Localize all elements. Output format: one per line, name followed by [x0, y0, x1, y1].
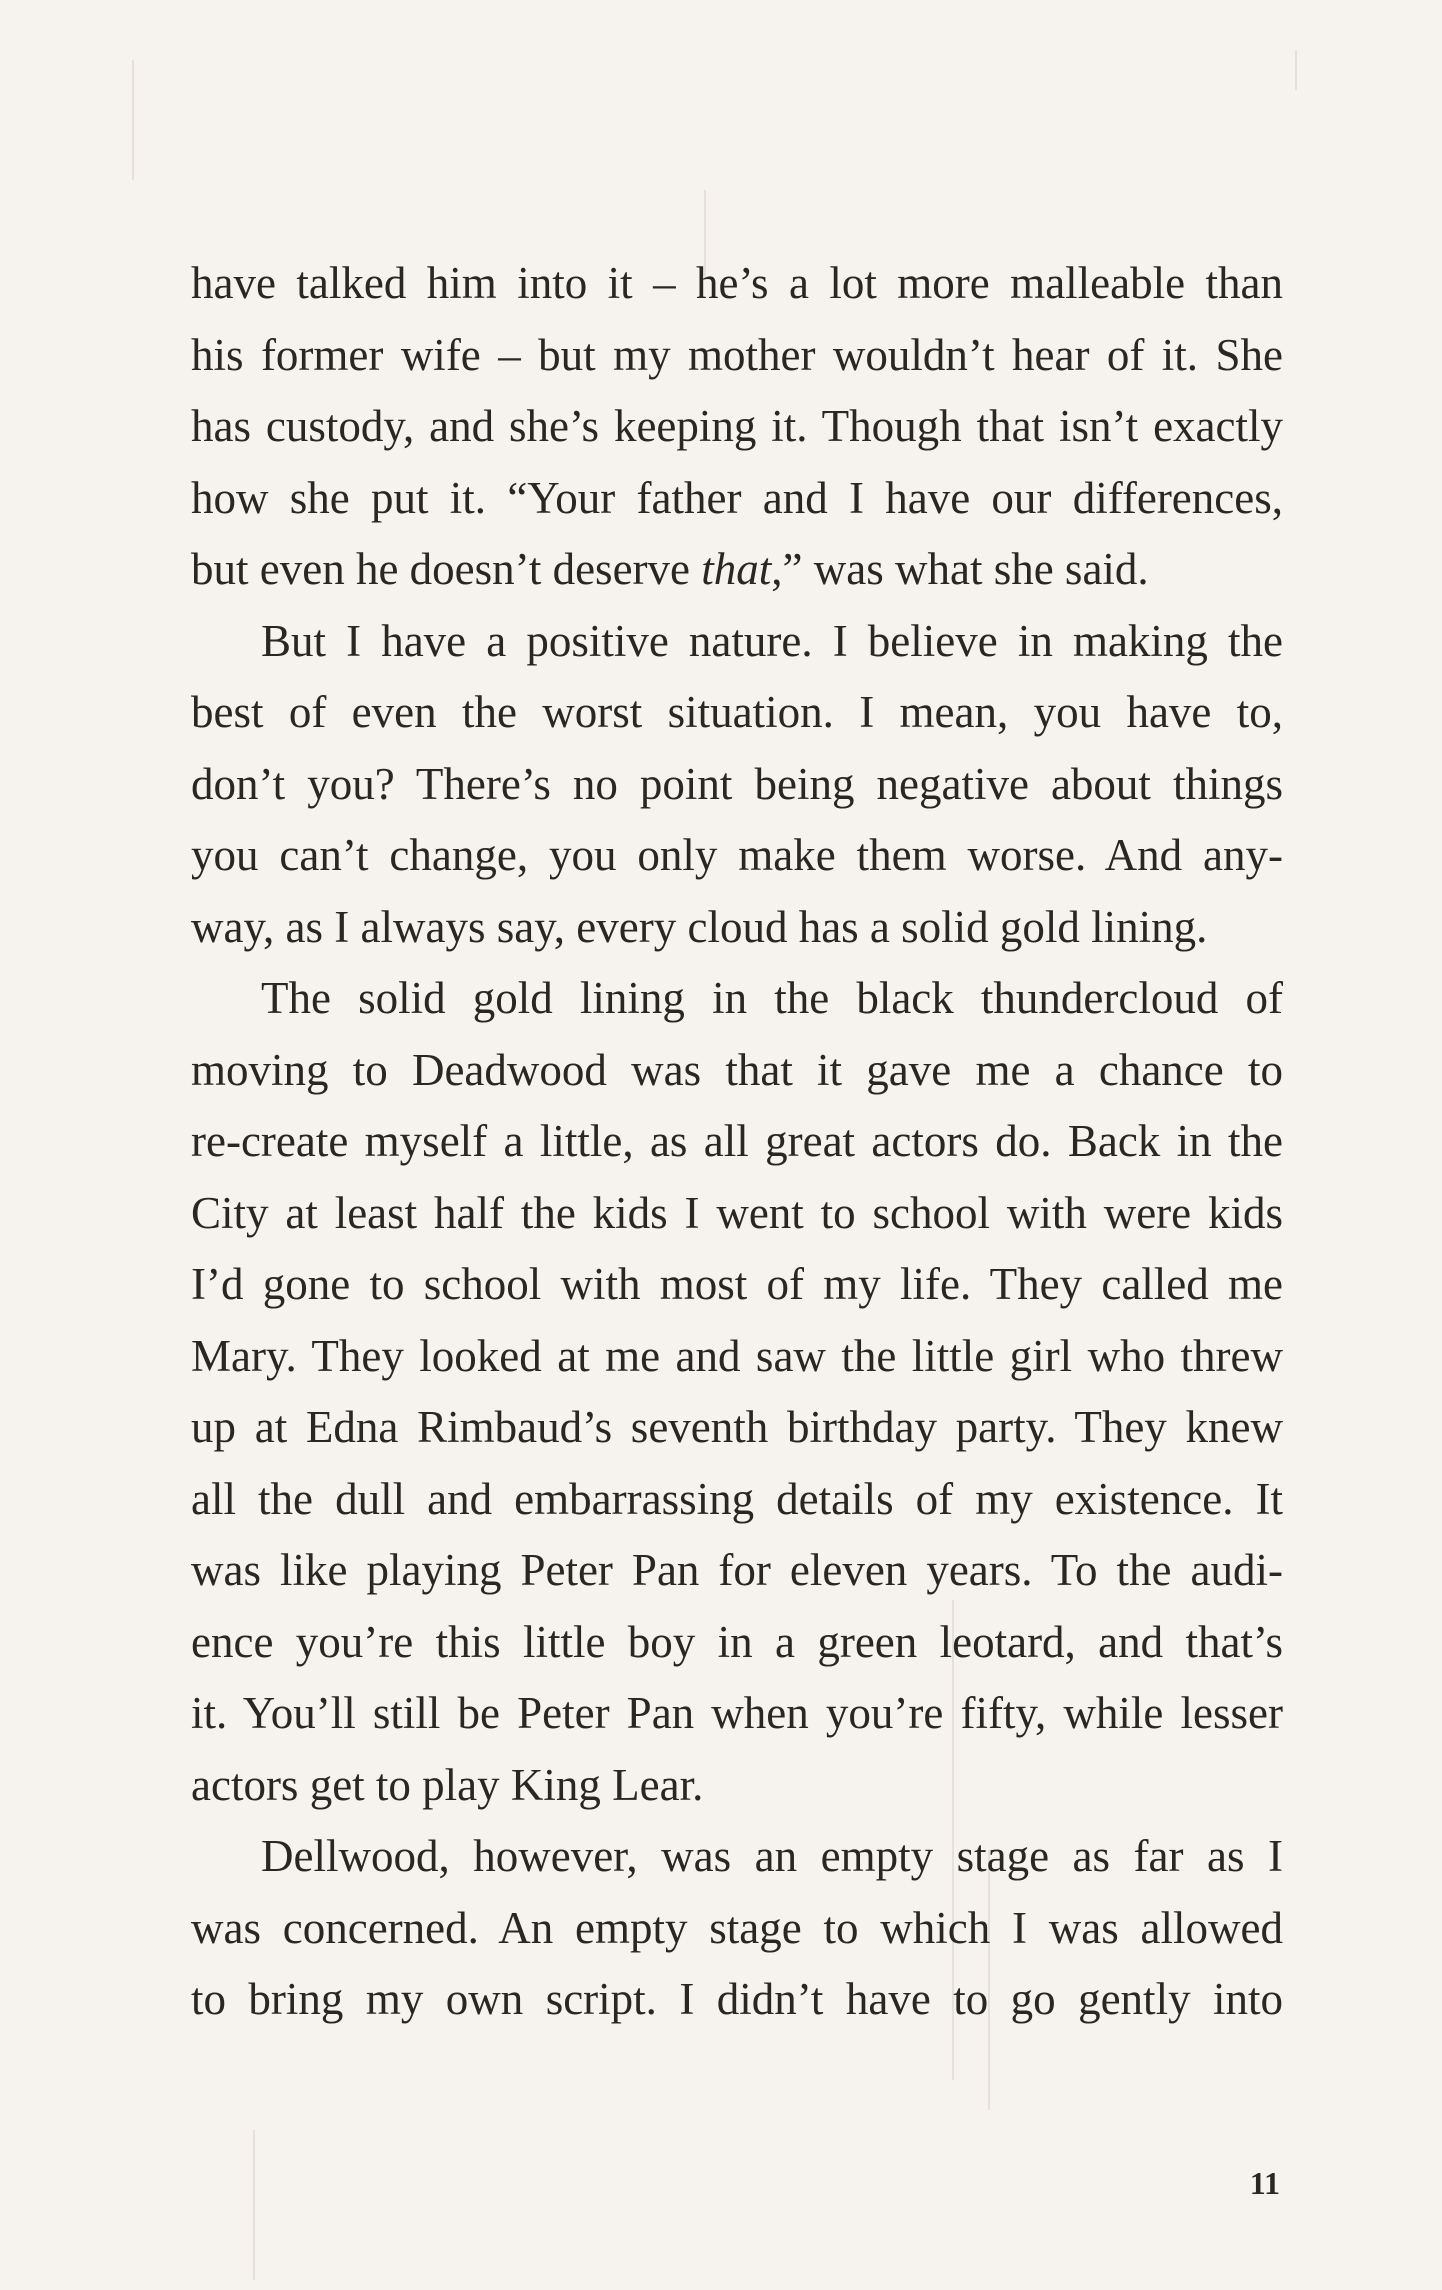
text-line: best of even the worst situation. I mean, you have to,	[191, 687, 1283, 737]
text-line: moving to Deadwood was that it gave me a chance to	[191, 1044, 1283, 1095]
scan-streak	[1295, 50, 1297, 90]
text-line: don’t you? There’s no point being negative about things	[191, 758, 1283, 809]
text-line: Dellwood, however, was an empty stage as far as I	[261, 1831, 1283, 1881]
scan-streak	[132, 60, 134, 180]
text-line: how she put it. “Your father and I have our differences,	[191, 472, 1283, 523]
text-line: But I have a positive nature. I believe in making the	[261, 615, 1283, 666]
text-line: his former wife – but my mother wouldn’t hear of it. She	[191, 329, 1283, 380]
text-line: actors get to play King Lear.	[191, 1759, 704, 1810]
text-line: way, as I always say, every cloud has a solid gold lining.	[191, 901, 1208, 952]
text-line: to bring my own script. I didn’t have to go gently into	[191, 1974, 1283, 2024]
text-line: up at Edna Rimbaud’s seventh birthday party. They knew	[191, 1402, 1283, 1452]
text-line: was like playing Peter Pan for eleven years. To the audi-	[191, 1545, 1283, 1595]
text-line: but even he doesn’t deserve that,” was what she said.	[191, 544, 1149, 594]
text-line: all the dull and embarrassing details of my existence. It	[191, 1473, 1283, 1524]
text-line: Mary. They looked at me and saw the little girl who threw	[191, 1330, 1283, 1381]
text-line: has custody, and she’s keeping it. Though that isn’t exactly	[191, 401, 1283, 451]
text-line: was concerned. An empty stage to which I was allowed	[191, 1902, 1283, 1953]
page-number: 11	[1249, 2165, 1280, 2201]
text-line: I’d gone to school with most of my life. They called me	[191, 1259, 1283, 1309]
text-line: have talked him into it – he’s a lot more malleable than	[191, 258, 1283, 308]
text-line: The solid gold lining in the black thundercloud of	[261, 973, 1283, 1023]
text-line: City at least half the kids I went to school with were kids	[191, 1187, 1283, 1238]
text-line: it. You’ll still be Peter Pan when you’re fifty, while lesser	[191, 1688, 1283, 1738]
body-text	[191, 248, 1283, 2036]
text-line: re-create myself a little, as all great actors do. Back in the	[191, 1116, 1283, 1166]
text-line: ence you’re this little boy in a green leotard, and that’s	[191, 1616, 1283, 1667]
text-line: you can’t change, you only make them worse. And any-	[191, 830, 1283, 880]
scan-streak	[253, 2130, 255, 2280]
